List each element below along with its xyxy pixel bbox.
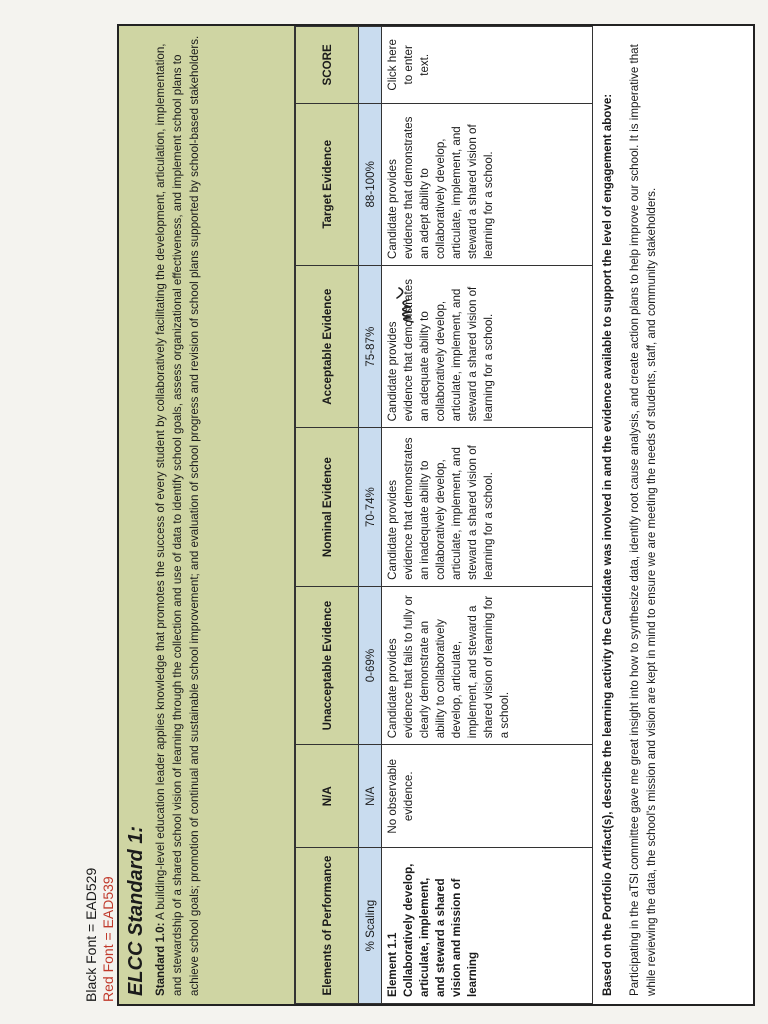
rubric-header-row <box>296 27 359 1004</box>
standard-label: Standard 1.0: <box>154 922 167 996</box>
scaling-label: % Scaling <box>359 848 382 1004</box>
element-nominal: Candidate provides evidence that demonstrates an inadequate ability to collaboratively develop, articulate, implement, and steward a shared vision of learning for a school. <box>382 428 593 586</box>
legend-black: Black Font = EAD529 <box>83 867 99 1002</box>
element-acceptable: Candidate provides evidence that demonstrates an adequate ability to collaboratively develop, articulate, implement, and steward a shared vision of learning for a school. <box>382 266 593 428</box>
scaling-score <box>359 27 382 104</box>
rubric-table <box>295 26 593 1004</box>
header-score: SCORE <box>296 27 359 104</box>
evidence-answer[interactable]: Participating in the aTSI committee gave me great insight into how to synthesize data, identify root cause analysis, and create action plans to help improve our school. It is imperative that while reviewing the data, the school's mission and vision are kept in mind to ensure we are meeting the needs of students, staff, and community stakeholders. <box>628 44 658 996</box>
header-unacceptable: Unacceptable Evidence <box>296 586 359 744</box>
element-na: No observable evidence. <box>382 745 593 848</box>
evidence-question: Based on the Portfolio Artifact(s), describe the learning activity the Candidate was involved in and the evidence available to support the level of engagement above: <box>601 93 614 996</box>
scaling-target: 88-100% <box>359 103 382 265</box>
scaling-na: N/A <box>359 745 382 848</box>
scaling-row <box>359 27 382 1004</box>
standard-description <box>152 34 203 996</box>
scaling-acceptable: 75-87% <box>359 266 382 428</box>
legend-red: Red Font = EAD539 <box>100 876 116 1002</box>
element-target: Candidate provides evidence that demonstrates an adept ability to collaboratively develop, articulate, implement, and steward a shared vision of learning for a school. <box>382 103 593 265</box>
header-elements: Elements of Performance <box>296 848 359 1004</box>
handwritten-initials-mark <box>393 284 419 324</box>
standard-title: ELCC Standard 1: <box>125 825 147 996</box>
standard-header <box>119 26 295 1004</box>
scaling-unacceptable: 0-69% <box>359 586 382 744</box>
standard-text: A building-level education leader applies knowledge that promotes the success of every student by collaboratively facilitating the development, articulation, implementation, and stewardship of a shared school vision of learning through the collection and use of data to identify school goals, assess organizational effectiveness, and implement school plans to achieve school goals; promotion of continual and sustainable school improvement; and evaluation of school progress and revision of school plans supported by school-based stakeholders. <box>154 35 201 996</box>
header-target: Target Evidence <box>296 103 359 265</box>
element-unacceptable: Candidate provides evidence that fails to fully or clearly demonstrate an ability to collaboratively develop, articulate, implement, and steward a shared vision of learning for a school. <box>382 586 593 744</box>
header-na: N/A <box>296 745 359 848</box>
score-field[interactable]: Click here to enter text. <box>382 27 593 104</box>
element-cell <box>382 848 593 1004</box>
rubric-document <box>117 24 755 1006</box>
element-name: Element 1.1 <box>386 932 399 997</box>
header-acceptable: Acceptable Evidence <box>296 266 359 428</box>
font-legend <box>83 868 117 1002</box>
element-desc: Collaboratively develop, articulate, implement, and steward a shared vision and mission of learning <box>402 863 479 997</box>
scaling-nominal: 70-74% <box>359 428 382 586</box>
portfolio-evidence <box>593 26 666 1004</box>
element-row <box>382 27 593 1004</box>
header-nominal: Nominal Evidence <box>296 428 359 586</box>
